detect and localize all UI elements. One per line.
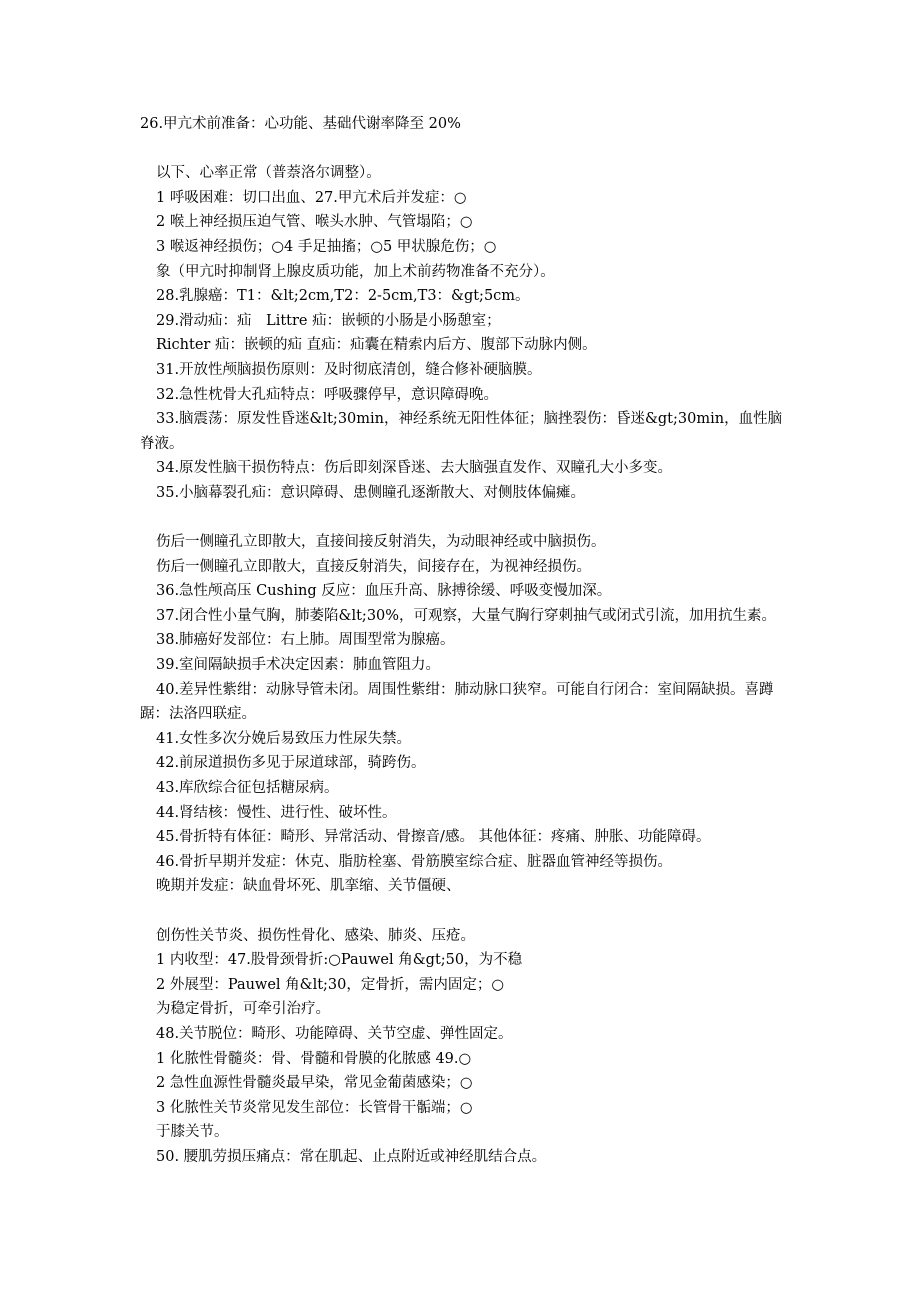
text-line: 36.急性颅高压 Cushing 反应：血压升高、脉搏徐缓、呼吸变慢加深。	[156, 583, 612, 600]
text-line: 28.乳腺癌：T1：&lt;2cm,T2：2-5cm,T3：&gt;5cm。	[156, 288, 530, 305]
text-line: Richter 疝：嵌顿的疝 直疝：疝囊在精索内后方、腹部下动脉内侧。	[156, 337, 597, 354]
text-line: 2 喉上神经损压迫气管、喉头水肿、气管塌陷；○	[156, 214, 473, 231]
text-line: 34.原发性脑干损伤特点：伤后即刻深昏迷、去大脑强直发作、双瞳孔大小多变。	[156, 460, 673, 477]
blank-line	[140, 506, 790, 531]
text-line: 以下、心率正常（普萘洛尔调整）。	[156, 165, 381, 182]
text-line: 29.滑动疝：疝 Littre 疝：嵌顿的小肠是小肠憩室；	[156, 312, 501, 329]
text-line: 2 外展型：Pauwel 角&lt;30，定骨折，需内固定；○	[156, 976, 505, 993]
text-line: 26.甲亢术前准备：心功能、基础代谢率降至 20%	[140, 116, 461, 132]
text-paragraph: 37.闭合性小量气胸，肺萎陷&lt;30%，可观察，大量气胸行穿刺抽气或闭式引流，加用抗生素。	[156, 607, 777, 624]
document-body	[140, 112, 790, 1170]
text-line: 31.开放性颅脑损伤原则：及时彻底清创，缝合修补硬脑膜。	[156, 361, 542, 378]
text-line: 3 化脓性关节炎常见发生部位：长管骨干骺端；○	[156, 1099, 473, 1116]
text-line: 48.关节脱位：畸形、功能障碍、关节空虚、弹性固定。	[156, 1025, 513, 1042]
blank-line	[140, 899, 790, 924]
text-line: 46.骨折早期并发症：休克、脂肪栓塞、骨筋膜室综合症、脏器血管神经等损伤。	[156, 853, 673, 870]
text-line: 1 内收型：47.股骨颈骨折:○Pauwel 角&gt;50，为不稳	[156, 952, 523, 969]
text-line: 晚期并发症：缺血骨坏死、肌挛缩、关节僵硬、	[156, 878, 461, 895]
blank-line	[140, 137, 790, 162]
text-line: 象（甲亢时抑制肾上腺皮质功能，加上术前药物准备不充分）。	[156, 263, 555, 280]
text-paragraph: 33.脑震荡：原发性昏迷&lt;30min，神经系统无阳性体征；脑挫裂伤：昏迷&gt;30min，血性脑脊液。	[140, 411, 783, 452]
text-line: 32.急性枕骨大孔疝特点：呼吸骤停早，意识障碍晚。	[156, 386, 499, 403]
text-line: 45.骨折特有体征：畸形、异常活动、骨擦音/感。 其他体征：疼痛、肿胀、功能障碍。	[156, 829, 711, 846]
text-line: 1 呼吸困难：切口出血、27.甲亢术后并发症：○	[156, 189, 467, 206]
text-line: 41.女性多次分娩后易致压力性尿失禁。	[156, 730, 412, 747]
text-line: 为稳定骨折，可牵引治疗。	[156, 1001, 330, 1018]
text-paragraph: 40.差异性紫绀：动脉导管未闭。周围性紫绀：肺动脉口狭窄。可能自行闭合：室间隔缺损。喜蹲踞：法洛四联症。	[140, 681, 774, 723]
text-line: 创伤性关节炎、损伤性骨化、感染、肺炎、压疮。	[156, 927, 475, 944]
text-line: 38.肺癌好发部位：右上肺。周围型常为腺癌。	[156, 632, 455, 649]
text-line: 1 化脓性骨髓炎：骨、骨髓和骨膜的化脓感 49.○	[156, 1050, 472, 1067]
text-line: 35.小脑幕裂孔疝：意识障碍、患侧瞳孔逐渐散大、对侧肢体偏瘫。	[156, 484, 586, 501]
text-line: 2 急性血源性骨髓炎最早染，常见金葡菌感染；○	[156, 1075, 473, 1092]
text-line: 伤后一侧瞳孔立即散大，直接间接反射消失，为动眼神经或中脑损伤。	[156, 534, 606, 551]
text-line: 44.肾结核：慢性、进行性、破坏性。	[156, 804, 397, 821]
text-line: 50. 腰肌劳损压痛点：常在肌起、止点附近或神经肌结合点。	[156, 1148, 547, 1165]
text-line: 3 喉返神经损伤；○4 手足抽搐；○5 甲状腺危伤；○	[156, 238, 497, 255]
text-line: 42.前尿道损伤多见于尿道球部，骑跨伤。	[156, 755, 426, 772]
text-line: 39.室间隔缺损手术决定因素：肺血管阻力。	[156, 657, 441, 674]
text-line: 于膝关节。	[156, 1124, 229, 1141]
text-line: 伤后一侧瞳孔立即散大，直接反射消失，间接存在，为视神经损伤。	[156, 558, 591, 575]
text-line: 43.库欣综合征包括糖尿病。	[156, 780, 339, 797]
